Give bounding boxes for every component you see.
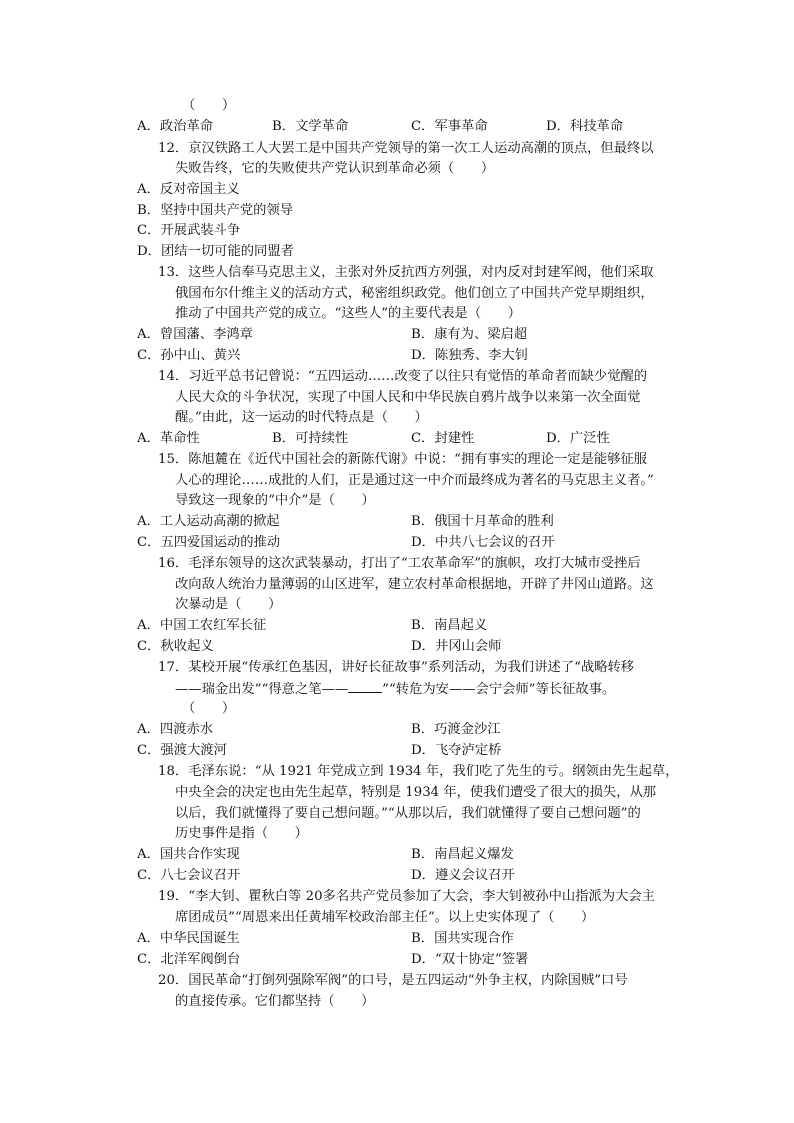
q18-stem-line-4: 历史事件是指（ ） [175,826,308,841]
q15-option-a[interactable]: A．工人运动高潮的掀起 [137,514,280,529]
q17-answer-paren: （ ） [182,701,236,716]
q17-stem-line-2-part-2: ”“转危为安——会宁会师”等长征故事。 [382,682,616,697]
q14-option-d[interactable]: D．广泛性 [546,431,610,446]
q15-stem-line-3: 导致这一现象的“中介”是（ ） [175,493,375,508]
q16-option-a[interactable]: A．中国工农红军长征 [137,618,267,633]
q14-stem-line-1: 14．习近平总书记曾说：“五四运动……改变了以往只有觉悟的革命者而缺少觉醒的 [158,369,648,384]
q17-stem-line-2-part-1: ——瑞金出发”“得意之笔—— [175,682,349,697]
q19-option-b[interactable]: B．国共实现合作 [411,931,514,946]
q11-answer-paren: （ ） [182,98,236,113]
q16-stem-line-1: 16．毛泽东领导的这次武装暴动，打出了“工农革命军”的旗帜，攻打大城市受挫后 [158,556,641,571]
q13-option-c[interactable]: C．孙中山、黄兴 [137,348,241,363]
q12-option-b[interactable]: B．坚持中国共产党的领导 [137,203,294,218]
q13-stem-line-1: 13．这些人信奉马克思主义，主张对外反抗西方列强，对内反对封建军阀，他们采取 [158,265,654,280]
q11-option-d[interactable]: D．科技革命 [546,119,624,134]
q11-option-b[interactable]: B．文学革命 [272,119,349,134]
q11-option-c[interactable]: C．军事革命 [411,119,488,134]
q12-option-a[interactable]: A．反对帝国主义 [137,182,240,197]
q14-stem-line-3: 醒。”由此，这一运动的时代特点是（ ） [175,410,428,425]
q18-option-c[interactable]: C．八七会议召开 [137,868,241,883]
q19-option-c[interactable]: C．北洋军阀倒台 [137,952,241,967]
q13-option-d[interactable]: D．陈独秀、李大钊 [411,348,529,363]
q17-answer-blank[interactable] [348,679,382,693]
q15-option-b[interactable]: B．俄国十月革命的胜利 [411,514,554,529]
q15-stem-line-2: 人心的理论……成批的人们，正是通过这一中介而最终成为著名的马克思主义者。” [175,473,654,488]
q20-stem-line-2: 的直接传承。它们都坚持（ ） [175,994,375,1009]
q16-option-d[interactable]: D．井冈山会师 [411,639,502,654]
q19-stem-line-1: 19．“李大钊、瞿秋白等 20多名共产党员参加了大会，李大钊被孙中山指派为大会主 [158,889,655,904]
q14-option-b[interactable]: B．可持续性 [272,431,349,446]
q19-option-d[interactable]: D．“双十协定”签署 [411,952,529,967]
q18-stem-line-2: 中央全会的决定也由先生起草，特别是 1934 年，使我们遭受了很大的损失，从那 [175,785,657,800]
q19-option-a[interactable]: A．中华民国诞生 [137,931,240,946]
q15-option-c[interactable]: C．五四爱国运动的推动 [137,535,281,550]
q20-stem-line-1: 20．国民革命“打倒列强除军阀”的口号，是五四运动“外争主权，内除国贼”口号 [158,973,628,988]
q16-option-c[interactable]: C．秋收起义 [137,639,214,654]
q17-option-b[interactable]: B．巧渡金沙江 [411,722,501,737]
q17-option-a[interactable]: A．四渡赤水 [137,722,214,737]
q14-option-a[interactable]: A．革命性 [137,431,200,446]
q16-stem-line-3: 次暴动是（ ） [175,597,282,612]
q12-stem-line-2: 失败告终，它的失败使共产党认识到革命必须（ ） [175,161,495,176]
q18-option-b[interactable]: B．南昌起义爆发 [411,847,514,862]
q16-stem-line-2: 改向敌人统治力量薄弱的山区进军，建立农村革命根据地，开辟了井冈山道路。这 [175,577,654,592]
q15-option-d[interactable]: D．中共八七会议的召开 [411,535,555,550]
q17-option-c[interactable]: C．强渡大渡河 [137,743,227,758]
q18-stem-line-3: 以后，我们就懂得了要自己想问题。”“从那以后，我们就懂得了要自己想问题”的 [175,806,641,821]
q15-stem-line-1: 15．陈旭麓在《近代中国社会的新陈代谢》中说：“拥有事实的理论一定是能够征服 [158,452,648,467]
q13-option-a[interactable]: A．曾国藩、李鸿章 [137,327,253,342]
q13-stem-line-2: 俄国布尔什维主义的活动方式，秘密组织政党。他们创立了中国共产党早期组织， [175,286,654,301]
q17-stem-line-1: 17．某校开展“传承红色基因，讲好长征故事”系列活动，为我们讲述了“战略转移 [158,660,635,675]
q12-option-c[interactable]: C．开展武装斗争 [137,223,241,238]
q19-stem-line-2: 席团成员”“周恩来出任黄埔军校政治部主任”。以上史实体现了（ ） [175,910,595,925]
q16-option-b[interactable]: B．南昌起义 [411,618,488,633]
q17-stem-line-2 [175,679,615,699]
q14-stem-line-2: 人民大众的斗争状况，实现了中国人民和中华民族自鸦片战争以来第一次全面觉 [175,390,641,405]
q12-option-d[interactable]: D．团结一切可能的同盟者 [137,244,294,259]
q13-stem-line-3: 推动了中国共产党的成立。“这些人”的主要代表是（ ） [175,306,522,321]
q13-option-b[interactable]: B．康有为、梁启超 [411,327,528,342]
q12-stem-line-1: 12．京汉铁路工人大罢工是中国共产党领导的第一次工人运动高潮的顶点，但最终以 [158,141,654,156]
q17-option-d[interactable]: D．飞夺泸定桥 [411,743,502,758]
q18-stem-line-1: 18．毛泽东说：“从 1921 年党成立到 1934 年，我们吃了先生的亏。纲领由先生起草， [158,764,679,779]
q18-option-a[interactable]: A．国共合作实现 [137,847,240,862]
q11-option-a[interactable]: A．政治革命 [137,119,214,134]
q18-option-d[interactable]: D．遵义会议召开 [411,868,515,883]
q14-option-c[interactable]: C．封建性 [411,431,475,446]
